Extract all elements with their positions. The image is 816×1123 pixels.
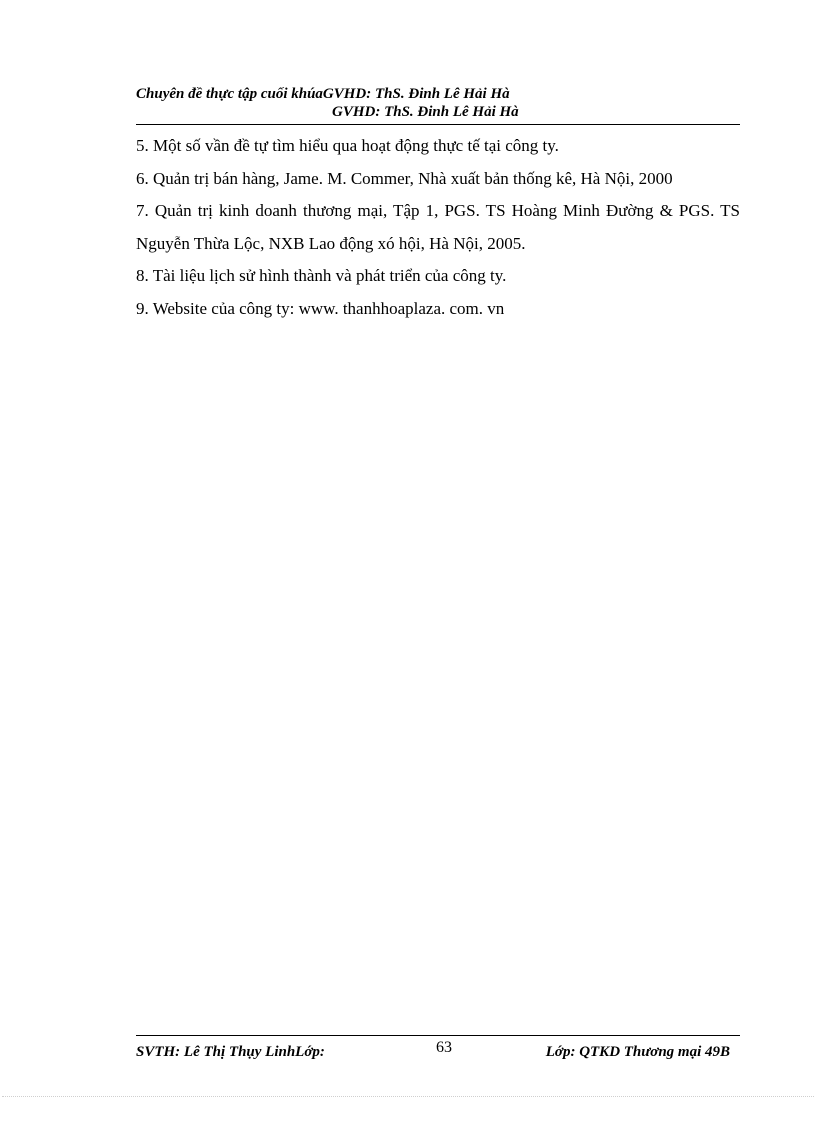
reference-item-8: 8. Tài liệu lịch sử hình thành và phát triển của công ty. [136, 266, 507, 285]
reference-item-9: 9. Website của công ty: www. thanhhoaplaza. com. vn [136, 298, 505, 318]
reference-list [136, 130, 740, 325]
page-footer [136, 1035, 740, 1066]
reference-item-6: 6. Quản trị bán hàng, Jame. M. Commer, Nhà xuất bản thống kê, Hà Nội, 2000 [136, 168, 673, 188]
page-edge-divider [2, 1096, 814, 1097]
reference-item-5: 5. Một số vần đề tự tìm hiểu qua hoạt động thực tế tại công ty. [136, 136, 559, 155]
header-line-2: GVHD: ThS. Đinh Lê Hải Hà [332, 104, 519, 120]
footer-student: SVTH: Lê Thị Thụy LinhLớp: [136, 1044, 325, 1060]
reference-item-7: 7. Quản trị kinh doanh thương mại, Tập 1, PGS. TS Hoàng Minh Đường & PGS. TS Nguyễn Thừa Lộc, NXB Lao động xó hội, Hà Nội, 2005. [136, 201, 740, 253]
header-line-1: Chuyên đề thực tập cuối khúaGVHD: ThS. Đinh Lê Hải Hà [136, 86, 510, 102]
page-header [136, 86, 740, 125]
page-number: 63 [436, 1039, 452, 1056]
footer-class: Lớp: QTKD Thương mại 49B [545, 1044, 730, 1060]
